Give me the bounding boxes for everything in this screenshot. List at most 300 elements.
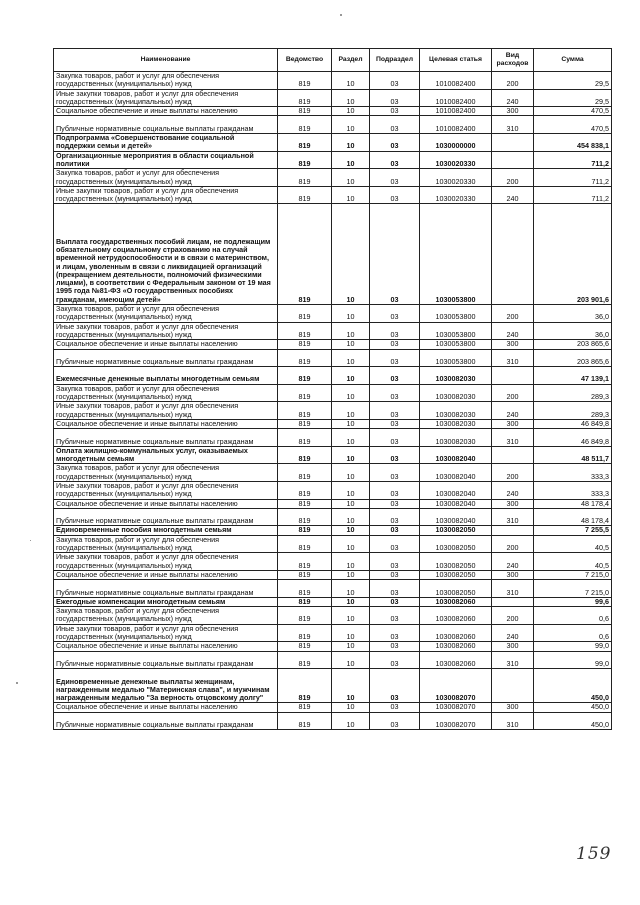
cell-razdel: 10 <box>332 508 370 526</box>
table-row <box>54 134 612 152</box>
cell-razdel: 10 <box>332 669 370 703</box>
cell-vid <box>492 134 534 152</box>
cell-vedomstvo: 819 <box>278 429 332 447</box>
cell-vid: 200 <box>492 535 534 553</box>
cell-vedomstvo: 819 <box>278 134 332 152</box>
cell-vid: 310 <box>492 116 534 134</box>
cell-name: Закупка товаров, работ и услуг для обеспечения государственных (муниципальных) нужд <box>54 305 278 323</box>
cell-stat: 1030082040 <box>420 499 492 508</box>
cell-summa: 99,0 <box>534 651 612 669</box>
cell-stat: 1010082400 <box>420 72 492 90</box>
cell-name: Социальное обеспечение и иные выплаты населению <box>54 642 278 651</box>
table-row <box>54 597 612 606</box>
cell-razdel: 10 <box>332 322 370 340</box>
cell-summa: 7 255,5 <box>534 526 612 535</box>
cell-summa: 47 139,1 <box>534 367 612 385</box>
cell-vedomstvo: 819 <box>278 419 332 428</box>
cell-summa: 48 178,4 <box>534 508 612 526</box>
cell-podrazdel: 03 <box>370 72 420 90</box>
col-header-vedomstvo: Ведомство <box>278 49 332 72</box>
cell-podrazdel: 03 <box>370 526 420 535</box>
cell-summa: 0,6 <box>534 607 612 625</box>
cell-podrazdel: 03 <box>370 535 420 553</box>
cell-razdel: 10 <box>332 651 370 669</box>
cell-vid: 300 <box>492 107 534 116</box>
cell-vid: 300 <box>492 642 534 651</box>
table-row <box>54 570 612 579</box>
cell-razdel: 10 <box>332 151 370 169</box>
cell-name: Выплата государственных пособий лицам, не подлежащим обязательному социальному страхованию на случай временной нетрудоспособности и в связи с материнством, и лицам, уволенным в связи с ликвидацией организаций (прекращением деятельности, полномочий физическими лицами), в соответствии с Федеральным законом от 19 мая 1995 года №81-ФЗ «О государственных пособиях гражданам, имеющим детей» <box>54 204 278 305</box>
col-header-razdel: Раздел <box>332 49 370 72</box>
cell-vedomstvo: 819 <box>278 499 332 508</box>
cell-razdel: 10 <box>332 642 370 651</box>
cell-name: Ежегодные компенсации многодетным семьям <box>54 597 278 606</box>
col-header-podrazdel: Подраздел <box>370 49 420 72</box>
cell-name: Ежемесячные денежные выплаты многодетным семьям <box>54 367 278 385</box>
table-row <box>54 446 612 464</box>
table-row <box>54 429 612 447</box>
cell-vedomstvo: 819 <box>278 651 332 669</box>
cell-name: Закупка товаров, работ и услуг для обеспечения государственных (муниципальных) нужд <box>54 72 278 90</box>
cell-podrazdel: 03 <box>370 499 420 508</box>
cell-razdel: 10 <box>332 384 370 402</box>
cell-summa: 203 865,6 <box>534 340 612 349</box>
cell-vid: 200 <box>492 384 534 402</box>
cell-stat: 1030082060 <box>420 597 492 606</box>
cell-vid <box>492 446 534 464</box>
cell-name: Иные закупки товаров, работ и услуг для обеспечения государственных (муниципальных) нужд <box>54 624 278 642</box>
cell-summa: 289,3 <box>534 384 612 402</box>
cell-vid <box>492 526 534 535</box>
table-row <box>54 349 612 367</box>
table-row <box>54 651 612 669</box>
cell-stat: 1030082050 <box>420 535 492 553</box>
cell-summa: 46 849,8 <box>534 429 612 447</box>
cell-razdel: 10 <box>332 204 370 305</box>
cell-podrazdel: 03 <box>370 340 420 349</box>
cell-razdel: 10 <box>332 402 370 420</box>
table-row <box>54 624 612 642</box>
cell-vedomstvo: 819 <box>278 607 332 625</box>
cell-vedomstvo: 819 <box>278 597 332 606</box>
table-row <box>54 499 612 508</box>
table-row <box>54 712 612 730</box>
cell-vedomstvo: 819 <box>278 402 332 420</box>
cell-podrazdel: 03 <box>370 169 420 187</box>
cell-stat: 1030082060 <box>420 642 492 651</box>
table-row <box>54 481 612 499</box>
cell-vedomstvo: 819 <box>278 526 332 535</box>
scan-speck <box>340 14 342 16</box>
cell-vid: 240 <box>492 402 534 420</box>
cell-vid: 310 <box>492 508 534 526</box>
table-row <box>54 508 612 526</box>
table-row <box>54 526 612 535</box>
cell-podrazdel: 03 <box>370 703 420 712</box>
table-row <box>54 384 612 402</box>
cell-stat: 1030053800 <box>420 322 492 340</box>
cell-vid <box>492 204 534 305</box>
cell-vid: 300 <box>492 570 534 579</box>
cell-name: Закупка товаров, работ и услуг для обеспечения государственных (муниципальных) нужд <box>54 384 278 402</box>
scan-speck <box>30 540 31 541</box>
table-body <box>54 72 612 730</box>
table-row <box>54 553 612 571</box>
col-header-stat: Целевая статья <box>420 49 492 72</box>
table-row <box>54 669 612 703</box>
cell-razdel: 10 <box>332 349 370 367</box>
cell-summa: 454 838,1 <box>534 134 612 152</box>
cell-summa: 333,3 <box>534 464 612 482</box>
cell-name: Социальное обеспечение и иные выплаты населению <box>54 419 278 428</box>
cell-vid: 310 <box>492 580 534 598</box>
cell-summa: 450,0 <box>534 669 612 703</box>
cell-vid <box>492 669 534 703</box>
cell-vid <box>492 597 534 606</box>
cell-podrazdel: 03 <box>370 186 420 204</box>
cell-razdel: 10 <box>332 419 370 428</box>
cell-name: Иные закупки товаров, работ и услуг для обеспечения государственных (муниципальных) нужд <box>54 322 278 340</box>
table-row <box>54 151 612 169</box>
table-row <box>54 89 612 107</box>
cell-stat: 1030082030 <box>420 429 492 447</box>
cell-stat: 1030082060 <box>420 651 492 669</box>
cell-podrazdel: 03 <box>370 464 420 482</box>
cell-stat: 1030082030 <box>420 419 492 428</box>
cell-stat: 1030082040 <box>420 508 492 526</box>
cell-razdel: 10 <box>332 703 370 712</box>
cell-podrazdel: 03 <box>370 367 420 385</box>
cell-vid: 240 <box>492 322 534 340</box>
page-number: 159 <box>576 844 612 864</box>
cell-razdel: 10 <box>332 481 370 499</box>
cell-stat: 1030082070 <box>420 712 492 730</box>
cell-vedomstvo: 819 <box>278 624 332 642</box>
cell-vedomstvo: 819 <box>278 340 332 349</box>
col-header-vid: Вид расходов <box>492 49 534 72</box>
cell-stat: 1030082070 <box>420 669 492 703</box>
cell-summa: 470,5 <box>534 107 612 116</box>
cell-vedomstvo: 819 <box>278 349 332 367</box>
cell-stat: 1030082040 <box>420 446 492 464</box>
cell-podrazdel: 03 <box>370 204 420 305</box>
cell-stat: 1030082030 <box>420 367 492 385</box>
cell-razdel: 10 <box>332 134 370 152</box>
cell-podrazdel: 03 <box>370 446 420 464</box>
cell-vedomstvo: 819 <box>278 481 332 499</box>
cell-vedomstvo: 819 <box>278 116 332 134</box>
cell-vid: 300 <box>492 499 534 508</box>
table-row <box>54 116 612 134</box>
cell-razdel: 10 <box>332 107 370 116</box>
cell-name: Оплата жилищно-коммунальных услуг, оказываемых многодетным семьям <box>54 446 278 464</box>
cell-name: Подпрограмма «Совершенствование социальной поддержки семьи и детей» <box>54 134 278 152</box>
cell-stat: 1030020330 <box>420 186 492 204</box>
cell-vedomstvo: 819 <box>278 508 332 526</box>
table-row <box>54 642 612 651</box>
cell-stat: 1030082030 <box>420 384 492 402</box>
cell-podrazdel: 03 <box>370 607 420 625</box>
cell-stat: 1010082400 <box>420 116 492 134</box>
cell-name: Иные закупки товаров, работ и услуг для обеспечения государственных (муниципальных) нужд <box>54 89 278 107</box>
cell-stat: 1030082070 <box>420 703 492 712</box>
cell-vid <box>492 367 534 385</box>
cell-razdel: 10 <box>332 72 370 90</box>
cell-name: Социальное обеспечение и иные выплаты населению <box>54 107 278 116</box>
table-row <box>54 580 612 598</box>
cell-vid: 240 <box>492 481 534 499</box>
cell-razdel: 10 <box>332 526 370 535</box>
cell-podrazdel: 03 <box>370 508 420 526</box>
cell-name: Социальное обеспечение и иные выплаты населению <box>54 499 278 508</box>
cell-name: Закупка товаров, работ и услуг для обеспечения государственных (муниципальных) нужд <box>54 169 278 187</box>
cell-stat: 1030053800 <box>420 349 492 367</box>
cell-name: Единовременные пособия многодетным семьям <box>54 526 278 535</box>
cell-vedomstvo: 819 <box>278 367 332 385</box>
cell-stat: 1030053800 <box>420 340 492 349</box>
cell-vedomstvo: 819 <box>278 107 332 116</box>
cell-stat: 1030082060 <box>420 624 492 642</box>
cell-summa: 289,3 <box>534 402 612 420</box>
cell-vedomstvo: 819 <box>278 553 332 571</box>
cell-razdel: 10 <box>332 624 370 642</box>
scan-speck <box>16 682 18 684</box>
cell-summa: 36,0 <box>534 305 612 323</box>
table-row <box>54 305 612 323</box>
cell-podrazdel: 03 <box>370 481 420 499</box>
cell-razdel: 10 <box>332 464 370 482</box>
cell-summa: 29,5 <box>534 89 612 107</box>
cell-vedomstvo: 819 <box>278 169 332 187</box>
cell-name: Закупка товаров, работ и услуг для обеспечения государственных (муниципальных) нужд <box>54 464 278 482</box>
table-row <box>54 169 612 187</box>
cell-summa: 7 215,0 <box>534 570 612 579</box>
cell-name: Публичные нормативные социальные выплаты гражданам <box>54 651 278 669</box>
cell-vid: 300 <box>492 703 534 712</box>
cell-podrazdel: 03 <box>370 151 420 169</box>
cell-vid: 200 <box>492 607 534 625</box>
cell-vedomstvo: 819 <box>278 446 332 464</box>
cell-stat: 1030053800 <box>420 204 492 305</box>
cell-podrazdel: 03 <box>370 107 420 116</box>
cell-vedomstvo: 819 <box>278 89 332 107</box>
table-row <box>54 107 612 116</box>
cell-vedomstvo: 819 <box>278 570 332 579</box>
cell-name: Публичные нормативные социальные выплаты гражданам <box>54 712 278 730</box>
table-row <box>54 464 612 482</box>
cell-podrazdel: 03 <box>370 116 420 134</box>
cell-razdel: 10 <box>332 446 370 464</box>
cell-name: Единовременные денежные выплаты женщинам, награжденным медалью "Материнская слава", и мужчинам награжденным медалью "За верность отцовскому долгу" <box>54 669 278 703</box>
cell-summa: 40,5 <box>534 553 612 571</box>
table-header <box>54 49 612 72</box>
cell-razdel: 10 <box>332 570 370 579</box>
cell-podrazdel: 03 <box>370 89 420 107</box>
table-row <box>54 367 612 385</box>
cell-name: Публичные нормативные социальные выплаты гражданам <box>54 349 278 367</box>
cell-razdel: 10 <box>332 429 370 447</box>
cell-vedomstvo: 819 <box>278 535 332 553</box>
cell-stat: 1030082040 <box>420 481 492 499</box>
cell-stat: 1030082050 <box>420 580 492 598</box>
cell-podrazdel: 03 <box>370 669 420 703</box>
cell-stat: 1030082060 <box>420 607 492 625</box>
table-row <box>54 204 612 305</box>
cell-summa: 40,5 <box>534 535 612 553</box>
cell-razdel: 10 <box>332 340 370 349</box>
cell-razdel: 10 <box>332 186 370 204</box>
cell-podrazdel: 03 <box>370 429 420 447</box>
cell-summa: 711,2 <box>534 169 612 187</box>
cell-stat: 1030053800 <box>420 305 492 323</box>
cell-razdel: 10 <box>332 553 370 571</box>
table-row <box>54 186 612 204</box>
cell-podrazdel: 03 <box>370 553 420 571</box>
cell-summa: 203 901,6 <box>534 204 612 305</box>
cell-vid: 200 <box>492 72 534 90</box>
cell-name: Публичные нормативные социальные выплаты гражданам <box>54 580 278 598</box>
cell-summa: 711,2 <box>534 151 612 169</box>
cell-summa: 48 178,4 <box>534 499 612 508</box>
table-row <box>54 419 612 428</box>
budget-sheet <box>53 48 611 730</box>
cell-podrazdel: 03 <box>370 642 420 651</box>
cell-vid: 300 <box>492 419 534 428</box>
cell-name: Социальное обеспечение и иные выплаты населению <box>54 703 278 712</box>
cell-stat: 1030020330 <box>420 169 492 187</box>
cell-podrazdel: 03 <box>370 349 420 367</box>
cell-name: Публичные нормативные социальные выплаты гражданам <box>54 508 278 526</box>
cell-vid: 310 <box>492 712 534 730</box>
cell-name: Организационные мероприятия в области социальной политики <box>54 151 278 169</box>
cell-razdel: 10 <box>332 607 370 625</box>
cell-vedomstvo: 819 <box>278 305 332 323</box>
cell-summa: 203 865,6 <box>534 349 612 367</box>
cell-razdel: 10 <box>332 89 370 107</box>
cell-stat: 1030082050 <box>420 526 492 535</box>
cell-podrazdel: 03 <box>370 305 420 323</box>
cell-vedomstvo: 819 <box>278 72 332 90</box>
cell-vedomstvo: 819 <box>278 384 332 402</box>
cell-podrazdel: 03 <box>370 624 420 642</box>
cell-razdel: 10 <box>332 499 370 508</box>
cell-razdel: 10 <box>332 535 370 553</box>
cell-podrazdel: 03 <box>370 597 420 606</box>
cell-razdel: 10 <box>332 712 370 730</box>
cell-stat: 1030000000 <box>420 134 492 152</box>
cell-razdel: 10 <box>332 580 370 598</box>
cell-podrazdel: 03 <box>370 712 420 730</box>
cell-razdel: 10 <box>332 169 370 187</box>
cell-vid: 310 <box>492 429 534 447</box>
cell-podrazdel: 03 <box>370 651 420 669</box>
cell-vid: 310 <box>492 349 534 367</box>
cell-summa: 450,0 <box>534 712 612 730</box>
cell-razdel: 10 <box>332 367 370 385</box>
cell-summa: 48 511,7 <box>534 446 612 464</box>
cell-name: Закупка товаров, работ и услуг для обеспечения государственных (муниципальных) нужд <box>54 607 278 625</box>
cell-vedomstvo: 819 <box>278 151 332 169</box>
cell-vid <box>492 151 534 169</box>
cell-name: Социальное обеспечение и иные выплаты населению <box>54 570 278 579</box>
cell-name: Иные закупки товаров, работ и услуг для обеспечения государственных (муниципальных) нужд <box>54 553 278 571</box>
cell-stat: 1030082050 <box>420 553 492 571</box>
col-header-summa: Сумма <box>534 49 612 72</box>
cell-name: Социальное обеспечение и иные выплаты населению <box>54 340 278 349</box>
table-row <box>54 607 612 625</box>
table-row <box>54 402 612 420</box>
cell-podrazdel: 03 <box>370 134 420 152</box>
table-row <box>54 535 612 553</box>
cell-vid: 240 <box>492 186 534 204</box>
cell-vedomstvo: 819 <box>278 642 332 651</box>
cell-summa: 0,6 <box>534 624 612 642</box>
cell-name: Иные закупки товаров, работ и услуг для обеспечения государственных (муниципальных) нужд <box>54 481 278 499</box>
cell-podrazdel: 03 <box>370 570 420 579</box>
cell-podrazdel: 03 <box>370 419 420 428</box>
table-row <box>54 703 612 712</box>
cell-name: Закупка товаров, работ и услуг для обеспечения государственных (муниципальных) нужд <box>54 535 278 553</box>
cell-summa: 36,0 <box>534 322 612 340</box>
cell-vedomstvo: 819 <box>278 703 332 712</box>
cell-stat: 1030082040 <box>420 464 492 482</box>
table-row <box>54 322 612 340</box>
col-header-name: Наименование <box>54 49 278 72</box>
cell-vid: 200 <box>492 169 534 187</box>
cell-summa: 333,3 <box>534 481 612 499</box>
cell-podrazdel: 03 <box>370 322 420 340</box>
cell-vid: 310 <box>492 651 534 669</box>
cell-vid: 240 <box>492 624 534 642</box>
cell-summa: 450,0 <box>534 703 612 712</box>
cell-vedomstvo: 819 <box>278 464 332 482</box>
cell-razdel: 10 <box>332 597 370 606</box>
cell-name: Публичные нормативные социальные выплаты гражданам <box>54 116 278 134</box>
table-row <box>54 72 612 90</box>
cell-summa: 46 849,8 <box>534 419 612 428</box>
cell-summa: 711,2 <box>534 186 612 204</box>
cell-stat: 1030082030 <box>420 402 492 420</box>
cell-vid: 240 <box>492 89 534 107</box>
cell-name: Иные закупки товаров, работ и услуг для обеспечения государственных (муниципальных) нужд <box>54 402 278 420</box>
cell-stat: 1010082400 <box>420 89 492 107</box>
cell-podrazdel: 03 <box>370 580 420 598</box>
cell-vedomstvo: 819 <box>278 204 332 305</box>
cell-name: Публичные нормативные социальные выплаты гражданам <box>54 429 278 447</box>
budget-table <box>53 48 612 730</box>
cell-vedomstvo: 819 <box>278 186 332 204</box>
cell-stat: 1010082400 <box>420 107 492 116</box>
table-row <box>54 340 612 349</box>
cell-razdel: 10 <box>332 305 370 323</box>
cell-podrazdel: 03 <box>370 384 420 402</box>
cell-stat: 1030082050 <box>420 570 492 579</box>
cell-stat: 1030020330 <box>420 151 492 169</box>
cell-vid: 240 <box>492 553 534 571</box>
cell-podrazdel: 03 <box>370 402 420 420</box>
cell-vedomstvo: 819 <box>278 322 332 340</box>
cell-summa: 99,6 <box>534 597 612 606</box>
cell-summa: 7 215,0 <box>534 580 612 598</box>
cell-vid: 300 <box>492 340 534 349</box>
cell-summa: 99,0 <box>534 642 612 651</box>
cell-vedomstvo: 819 <box>278 669 332 703</box>
cell-vedomstvo: 819 <box>278 580 332 598</box>
cell-summa: 29,5 <box>534 72 612 90</box>
cell-razdel: 10 <box>332 116 370 134</box>
cell-name: Иные закупки товаров, работ и услуг для обеспечения государственных (муниципальных) нужд <box>54 186 278 204</box>
cell-summa: 470,5 <box>534 116 612 134</box>
